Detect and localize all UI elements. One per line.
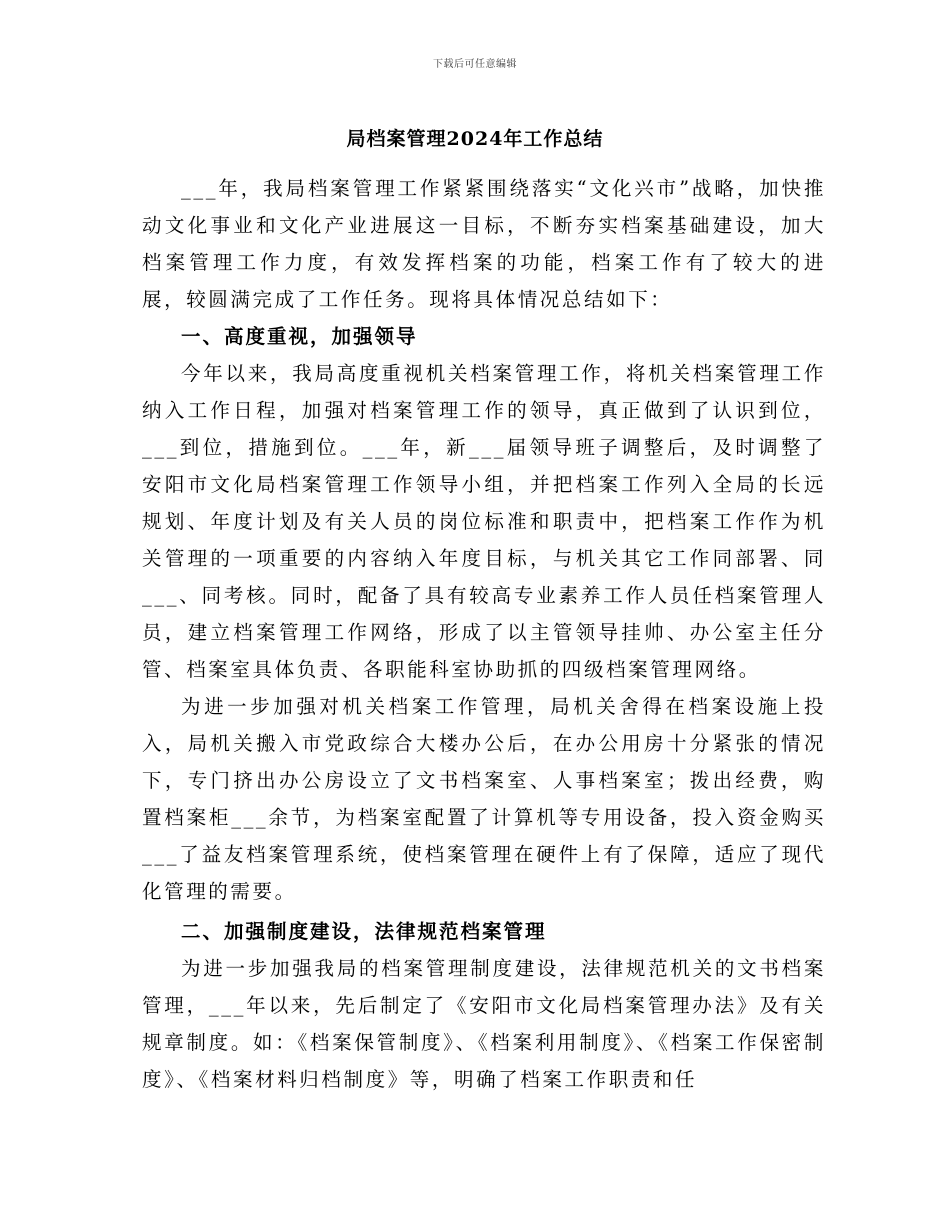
document-title: 局档案管理2024年工作总结 (346, 128, 604, 150)
page-header-note: 下载后可任意编辑 (433, 59, 517, 70)
section1-paragraph-2: 为进一步加强对机关档案工作管理，局机关舍得在档案设施上投入，局机关搬入市党政综合大楼办公后，在办公用房十分紧张的情况下，专门挤出办公房设立了文书档案室、人事档案室；拨出经费，购置档案柜___余节，为档案室配置了计算机等专用设备，投入资金购买___了益友档案管理系统，使档案管理在硬件上有了保障，适应了现代化管理的需要。 (142, 695, 826, 903)
section-heading-2: 二、加强制度建设，法律规范档案管理 (181, 920, 547, 943)
section-heading-1: 一、高度重视，加强领导 (181, 325, 418, 348)
intro-paragraph: ___年，我局档案管理工作紧紧围绕落实“文化兴市”战略，加快推动文化事业和文化产业进展这一目标，不断夯实档案基础建设，加大档案管理工作力度，有效发挥档案的功能，档案工作有了较大的进展，较圆满完成了工作任务。现将具体情况总结如下： (142, 177, 826, 311)
document-body (142, 170, 826, 1098)
section1-paragraph-1: 今年以来，我局高度重视机关档案管理工作，将机关档案管理工作纳入工作日程，加强对档案管理工作的领导，真正做到了认识到位，___到位，措施到位。___年，新___届领导班子调整后，及时调整了安阳市文化局档案管理工作领导小组，并把档案工作列入全局的长远规划、年度计划及有关人员的岗位标准和职责中，把档案工作作为机关管理的一项重要的内容纳入年度目标，与机关其它工作同部署、同___、同考核。同时，配备了具有较高专业素养工作人员任档案管理人员，建立档案管理工作网络，形成了以主管领导挂帅、办公室主任分管、档案室具体负责、各职能科室协助抓的四级档案管理网络。 (142, 362, 826, 681)
section2-paragraph-1: 为进一步加强我局的档案管理制度建设，法律规范机关的文书档案管理，___年以来，先后制定了《安阳市文化局档案管理办法》及有关规章制度。如：《档案保管制度》、《档案利用制度》、《档案工作保密制度》、《档案材料归档制度》等，明确了档案工作职责和任 (142, 957, 826, 1091)
